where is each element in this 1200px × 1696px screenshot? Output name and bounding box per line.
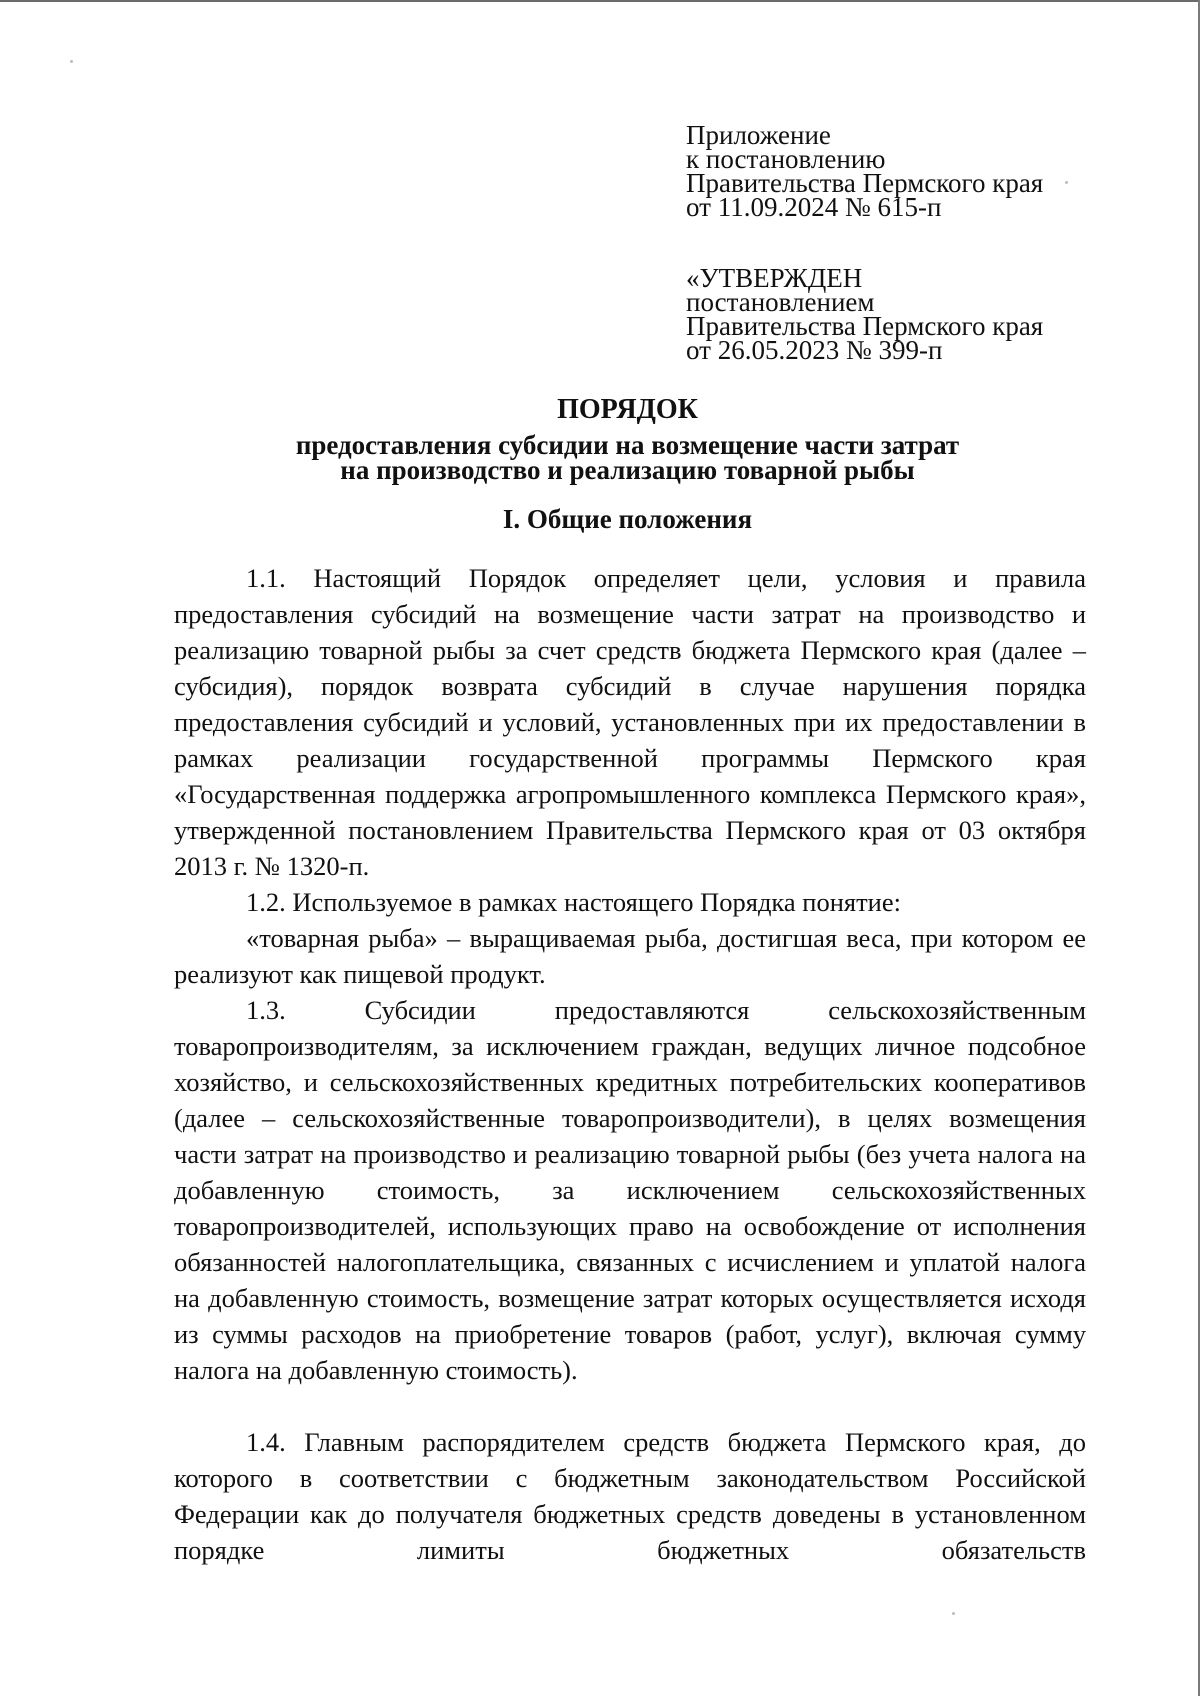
scan-speck bbox=[952, 1612, 955, 1615]
paragraph-1-1 bbox=[174, 560, 1086, 884]
paragraph-1-2 bbox=[174, 884, 1086, 992]
approval-line: постановлением bbox=[686, 287, 875, 317]
document-subtitle bbox=[0, 430, 1200, 485]
paragraph-text: 1.3. Субсидии предоставляются сельскохозяйственным товаропроизводителям, за исключением граждан, ведущих личное подсобное хозяйство, и сельскохозяйственных кредитных потребительских кооперативов (далее – сельскохозяйственные товаропроизводители), в целях возмещения части затрат на производство и реализацию товарной рыбы (без учета налога на добавленную стоимость, за исключением сельскохозяйственных товаропроизводителей, использующих право на освобождение от исполнения обязанностей налогоплательщика, связанных с исчислением и уплатой налога на добавленную стоимость, возмещение затрат которых осуществляется исходя из суммы расходов на приобретение товаров (работ, услуг), включая сумму налога на добавленную стоимость). bbox=[174, 995, 1086, 1385]
definition-text: «товарная рыба» – выращиваемая рыба, достигшая веса, при котором ее реализуют как пищевой продукт. bbox=[174, 923, 1086, 989]
paragraph-1-3 bbox=[174, 992, 1086, 1388]
section-heading: I. Общие положения bbox=[502, 504, 753, 534]
paragraph-1-4 bbox=[174, 1424, 1086, 1568]
paragraph-text: 1.1. Настоящий Порядок определяет цели, условия и правила предоставления субсидий на возмещение части затрат на производство и реализацию товарной рыбы за счет средств бюджета Пермского края (далее – субсидия), порядок возврата субсидий в случае нарушения порядка предоставления субсидий и условий, установленных при их предоставлении в рамках реализации государственной программы Пермского края «Государственная поддержка агропромышленного комплекса Пермского края», утвержденной постановлением Правительства Пермского края от 03 октября 2013 г. № 1320-п. bbox=[174, 563, 1086, 881]
approval-line: от 26.05.2023 № 399-п bbox=[686, 335, 943, 365]
paragraph-text: 1.4. Главным распорядителем средств бюджета Пермского края, до которого в соответствии с бюджетным законодательством Российской Федерации как до получателя бюджетных средств доведены в установленном порядке лимиты бюджетных обязательств bbox=[174, 1427, 1086, 1565]
subtitle-line: предоставления субсидии на возмещение части затрат bbox=[295, 430, 960, 460]
subtitle-line: на производство и реализацию товарной рыбы bbox=[340, 455, 915, 485]
appendix-line: Правительства Пермского края bbox=[686, 168, 1044, 198]
appendix-reference-block bbox=[686, 120, 1106, 222]
appendix-line: к постановлению bbox=[686, 144, 886, 174]
approval-block bbox=[686, 263, 1106, 365]
appendix-line: от 11.09.2024 № 615-п bbox=[686, 192, 942, 222]
scan-speck bbox=[70, 60, 73, 63]
paragraph-text: 1.2. Используемое в рамках настоящего Порядка понятие: bbox=[246, 887, 901, 917]
scan-speck bbox=[1065, 181, 1068, 184]
appendix-line: Приложение bbox=[686, 120, 831, 150]
document-title: ПОРЯДОК bbox=[557, 394, 698, 425]
scan-top-edge bbox=[0, 0, 1200, 2]
approval-line: «УТВЕРЖДЕН bbox=[686, 263, 863, 293]
approval-line: Правительства Пермского края bbox=[686, 311, 1044, 341]
